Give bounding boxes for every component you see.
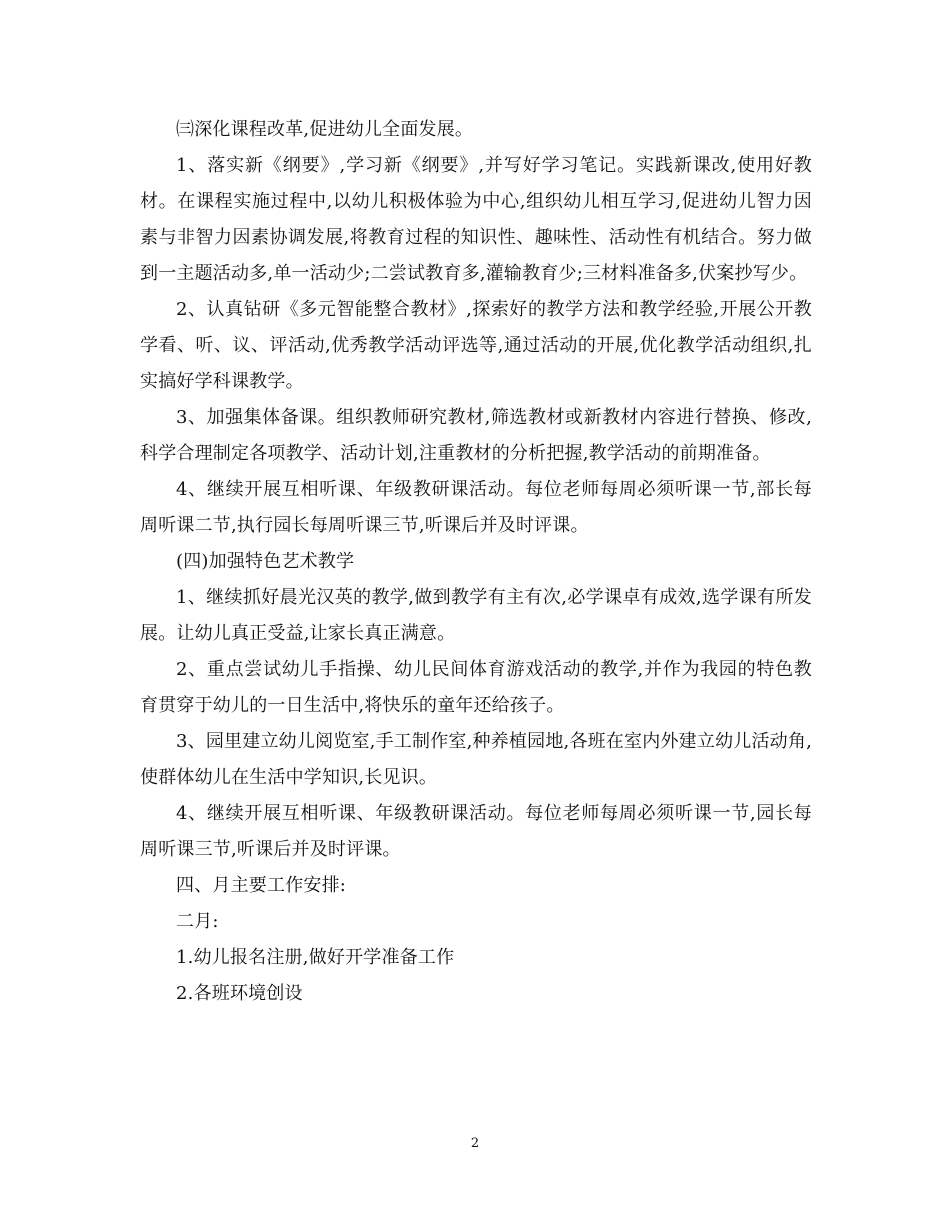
paragraph-curriculum-item-2: 2、认真钻研《多元智能整合教材》,探索好的教学方法和教学经验,开展公开教学看、听、议、评活动,优秀教学活动评选等,通过活动的开展,优化教学活动组织,扎实搞好学科课教学。: [140, 299, 812, 392]
paragraph-curriculum-item-3: 3、加强集体备课。组织教师研究教材,筛选教材或新教材内容进行替换、修改,科学合理制定各项教学、活动计划,注重教材的分析把握,教学活动的前期准备。: [140, 407, 812, 464]
section-heading-curriculum-reform: ㈢深化课程改革,促进幼儿全面发展。: [176, 119, 474, 140]
schedule-item-2: 2.各班环境创设: [176, 983, 303, 1004]
paragraph-art-item-2: 2、重点尝试幼儿手指操、幼儿民间体育游戏活动的教学,并作为我园的特色教育贯穿于幼儿的一日生活中,将快乐的童年还给孩子。: [140, 659, 812, 716]
month-heading-february: 二月:: [176, 911, 219, 932]
paragraph-art-item-1: 1、继续抓好晨光汉英的教学,做到教学有主有次,必学课卓有成效,选学课有所发展。让幼儿真正受益,让家长真正满意。: [140, 587, 812, 644]
page-number: 2: [470, 1136, 480, 1151]
schedule-item-1: 1.幼儿报名注册,做好开学准备工作: [176, 947, 455, 968]
paragraph-curriculum-item-4: 4、继续开展互相听课、年级教研课活动。每位老师每周必须听课一节,部长每周听课二节,执行园长每周听课三节,听课后并及时评课。: [140, 479, 812, 536]
document-body: [140, 112, 812, 1012]
paragraph-curriculum-item-1: 1、落实新《纲要》,学习新《纲要》,并写好学习笔记。实践新课改,使用好教材。在课程实施过程中,以幼儿积极体验为中心,组织幼儿相互学习,促进幼儿智力因素与非智力因素协调发展,将教育过程的知识性、趣味性、活动性有机结合。努力做到一主题活动多,单一活动少;二尝试教育多,灌输教育少;三材料准备多,伏案抄写少。: [140, 155, 812, 284]
section-heading-art-teaching: (四)加强特色艺术教学: [176, 551, 355, 572]
paragraph-art-item-4: 4、继续开展互相听课、年级教研课活动。每位老师每周必须听课一节,园长每周听课三节,听课后并及时评课。: [140, 803, 812, 860]
paragraph-art-item-3: 3、园里建立幼儿阅览室,手工制作室,种养植园地,各班在室内外建立幼儿活动角,使群体幼儿在生活中学知识,长见识。: [140, 731, 812, 788]
section-heading-monthly-schedule: 四、月主要工作安排:: [176, 875, 347, 896]
